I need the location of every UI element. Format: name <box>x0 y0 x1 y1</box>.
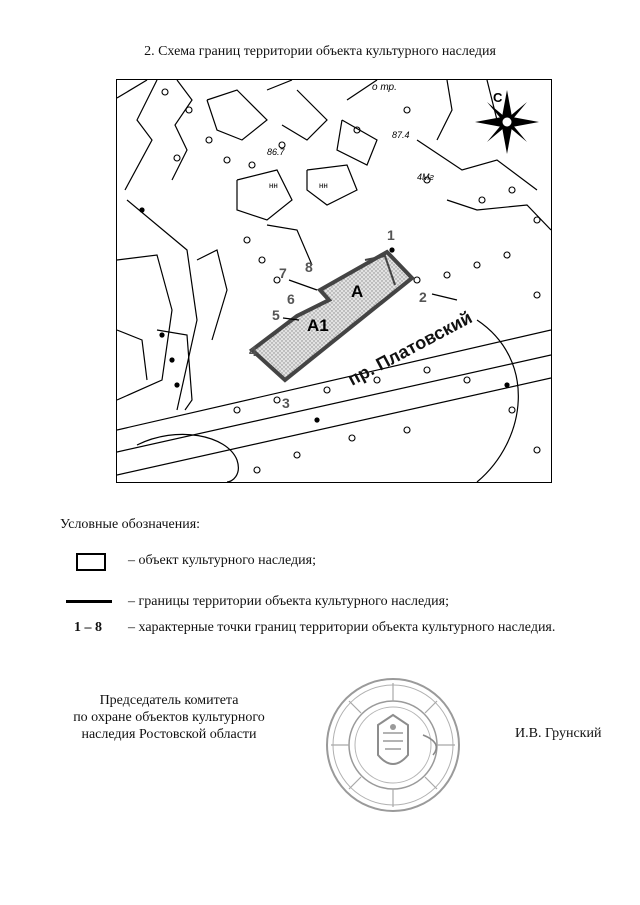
map-canvas <box>117 80 551 482</box>
signatory-position <box>50 692 288 743</box>
elevation-label-1: 87.4 <box>392 130 410 140</box>
signatory-name: И.В. Грунский <box>515 726 602 741</box>
legend-line-symbol <box>60 592 120 614</box>
zone-label-a: А <box>351 282 364 301</box>
point-label-7: 7 <box>279 265 287 281</box>
legend-text: – характерные точки границ территории объекта культурного наследия. <box>128 620 556 635</box>
signatory-position-line: наследия Ростовской области <box>81 727 257 742</box>
legend-range-symbol <box>60 618 120 640</box>
page-title: 2. Схема границ территории объекта культурного наследия <box>144 44 496 59</box>
street-label: пр. Платовский <box>344 307 476 390</box>
legend-heading: Условные обозначения: <box>60 517 201 532</box>
point-label-6: 6 <box>287 291 295 307</box>
legend-text: – границы территории объекта культурного наследия; <box>128 594 449 609</box>
legend-rectangle-symbol <box>60 551 120 573</box>
map-fragment-label-4: нн <box>319 181 328 190</box>
boundary-map <box>116 79 552 483</box>
official-seal-stamp <box>323 675 463 815</box>
map-fragment-label-1: о тр. <box>372 82 397 93</box>
signatory-position-line: по охране объектов культурного <box>73 710 265 725</box>
legend-range-text: 1 – 8 <box>74 620 102 635</box>
point-label-4: 4 <box>249 343 257 359</box>
point-label-5: 5 <box>272 307 280 323</box>
elevation-label-2: 86.7 <box>267 147 285 157</box>
signatory-position-line: Председатель комитета <box>99 693 239 708</box>
point-label-3: 3 <box>282 395 290 411</box>
point-label-2: 2 <box>419 289 427 305</box>
legend-text: – объект культурного наследия; <box>128 553 316 568</box>
map-fragment-label-3: нн <box>269 181 278 190</box>
compass-rose <box>475 90 539 154</box>
point-label-1: 1 <box>387 227 395 243</box>
zone-label-a1: А1 <box>307 316 329 335</box>
point-label-8: 8 <box>305 259 313 275</box>
map-fragment-label-2: 4Мг <box>417 172 434 182</box>
north-label: С <box>493 90 503 105</box>
